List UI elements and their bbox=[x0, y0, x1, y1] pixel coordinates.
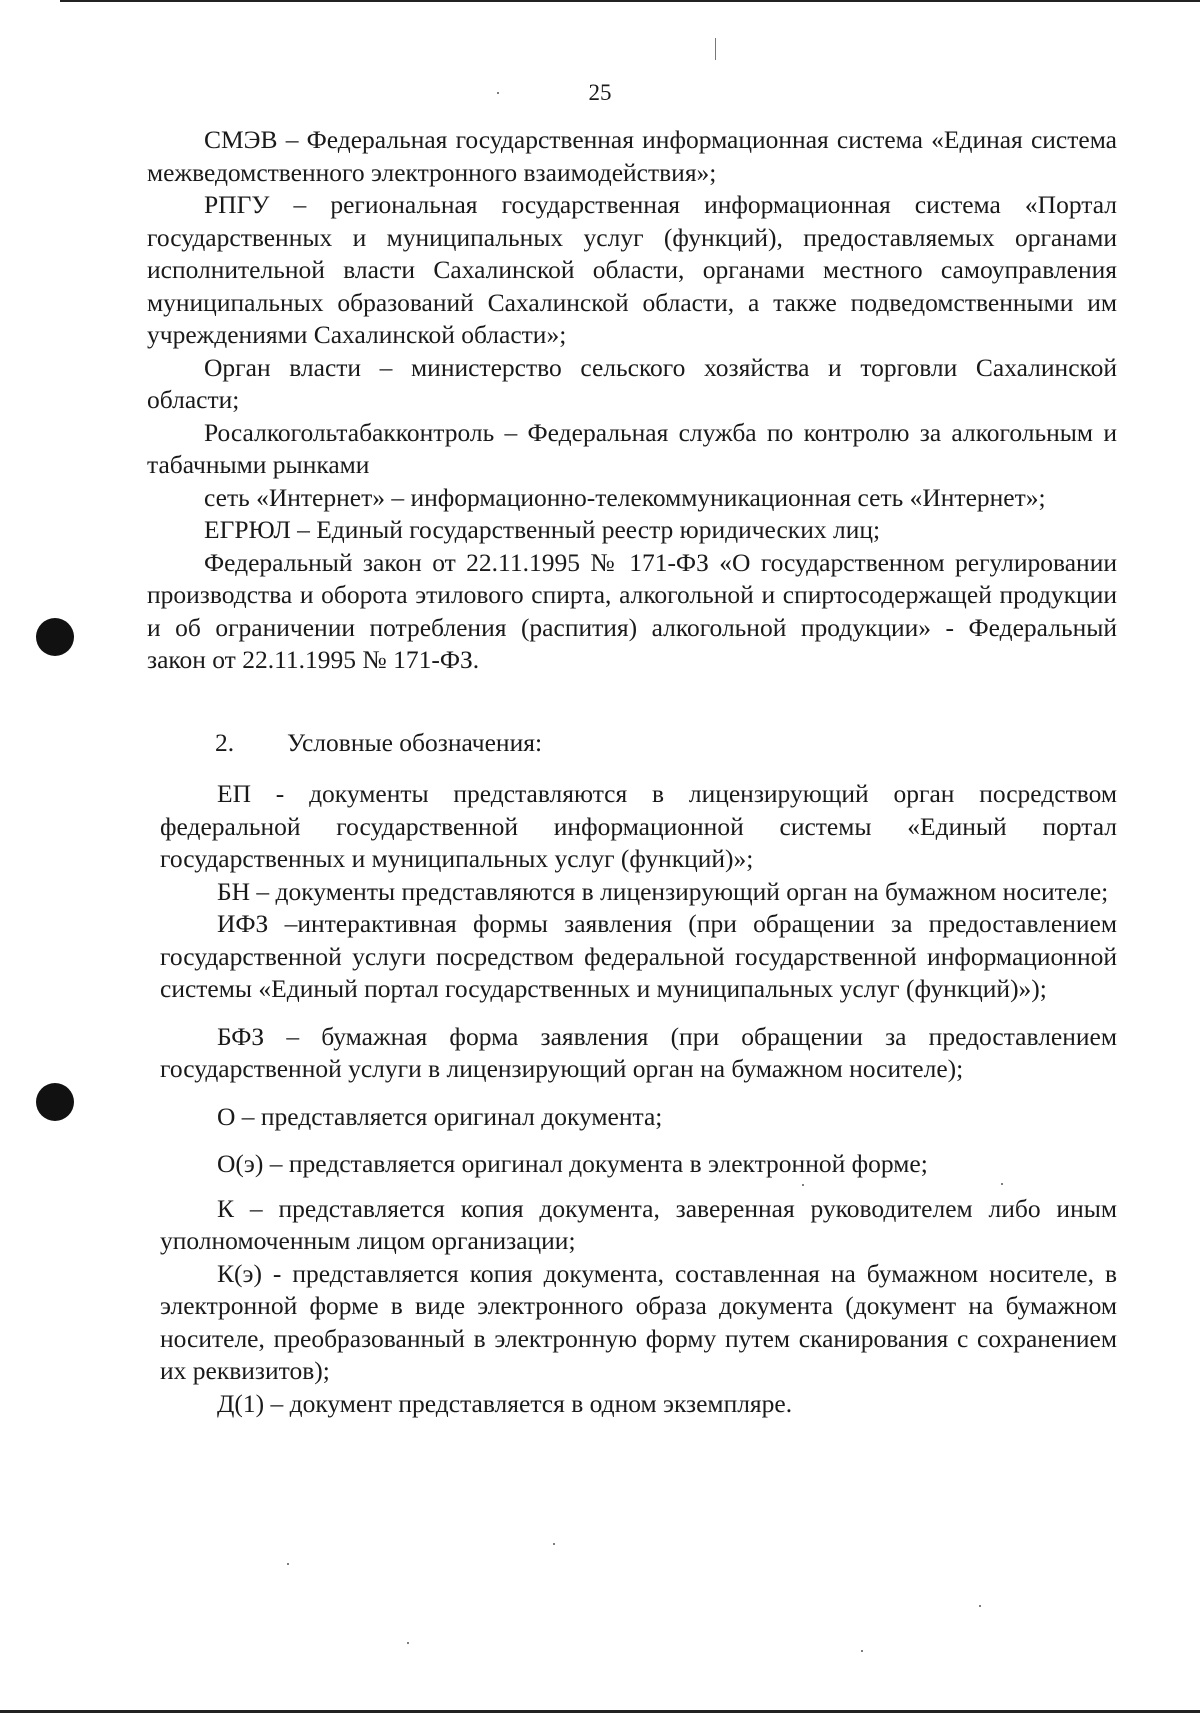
notation-bn: БН – документы представляются в лицензирующий орган на бумажном носителе; bbox=[217, 876, 1109, 906]
notation-d1: Д(1) – документ представляется в одном экземпляре. bbox=[217, 1388, 793, 1418]
scan-speck bbox=[553, 1543, 555, 1545]
notation-oe: О(э) – представляется оригинал документа в электронной форме; bbox=[217, 1149, 928, 1178]
notation-k: К – представляется копия документа, заверенная руководителем либо иным уполномоченным лицом организации; bbox=[160, 1193, 1117, 1255]
notation-o: О – представляется оригинал документа; bbox=[217, 1101, 663, 1131]
notation-bfz: БФЗ – бумажная форма заявления (при обращении за предоставлением государственной услуги в лицензирующий орган на бумажном носителе); bbox=[160, 1021, 1117, 1083]
scan-border-top bbox=[60, 0, 1200, 2]
definition-organ-vlasti: Орган власти – министерство сельского хозяйства и торговли Сахалинской области; bbox=[147, 352, 1117, 414]
definition-rpgu: РПГУ – региональная государственная информационная система «Портал государственных и муниципальных услуг (функций), предоставляемых органами исполнительной власти Сахалинской области, органами местного самоуправления муниципальных образований Сахалинской области, а также подведомственными им учреждениями Сахалинской области»; bbox=[147, 190, 1117, 349]
section-number: 2. bbox=[215, 728, 235, 757]
scan-speck bbox=[802, 1184, 804, 1186]
scan-speck bbox=[1001, 1183, 1003, 1185]
definition-federal-law: Федеральный закон от 22.11.1995 № 171-ФЗ «О государственном регулировании производства и оборота этилового спирта, алкогольной и спиртосодержащей продукции и об ограничении потребления (распития) алкогольной продукции» - Федеральный закон от 22.11.1995 № 171-ФЗ. bbox=[147, 547, 1117, 674]
scan-speck bbox=[287, 1563, 289, 1565]
definition-rosalkogol: Росалкогольтабакконтроль – Федеральная служба по контролю за алкогольным и табачными рынками bbox=[147, 417, 1117, 479]
punch-hole-upper bbox=[36, 618, 74, 656]
notations-list bbox=[160, 778, 1117, 1420]
scan-speck bbox=[861, 1650, 863, 1652]
notation-ifz: ИФЗ –интерактивная формы заявления (при обращении за предоставлением государственной услуги посредством федеральной государственной информационной системы «Единый портал государственных и муниципальных услуг (функций)»); bbox=[160, 909, 1117, 1003]
section-heading bbox=[215, 727, 542, 760]
punch-hole-lower bbox=[36, 1083, 74, 1121]
definition-internet: сеть «Интернет» – информационно-телекоммуникационная сеть «Интернет»; bbox=[204, 482, 1046, 512]
scan-artifact-dash bbox=[715, 38, 716, 60]
definitions-list bbox=[147, 124, 1117, 677]
definition-smev: СМЭВ – Федеральная государственная информационная система «Единая система межведомственного электронного взаимодействия»; bbox=[147, 125, 1117, 187]
definition-egrul: ЕГРЮЛ – Единый государственный реестр юридических лиц; bbox=[204, 515, 881, 544]
page-number: 25 bbox=[588, 80, 612, 105]
scan-speck bbox=[497, 92, 499, 94]
notation-ke: К(э) - представляется копия документа, составленная на бумажном носителе, в электронной форме в виде электронного образа документа (документ на бумажном носителе, преобразованный в электронную форму путем сканирования с сохранением их реквизитов); bbox=[160, 1258, 1117, 1385]
scan-border-bottom bbox=[0, 1710, 1200, 1713]
scan-speck bbox=[979, 1605, 981, 1607]
notation-ep: ЕП - документы представляются в лицензирующий орган посредством федеральной государственной информационной системы «Единый портал государственных и муниципальных услуг (функций)»; bbox=[160, 779, 1117, 873]
scan-speck bbox=[407, 1642, 409, 1644]
section-title: Условные обозначения: bbox=[287, 728, 543, 757]
